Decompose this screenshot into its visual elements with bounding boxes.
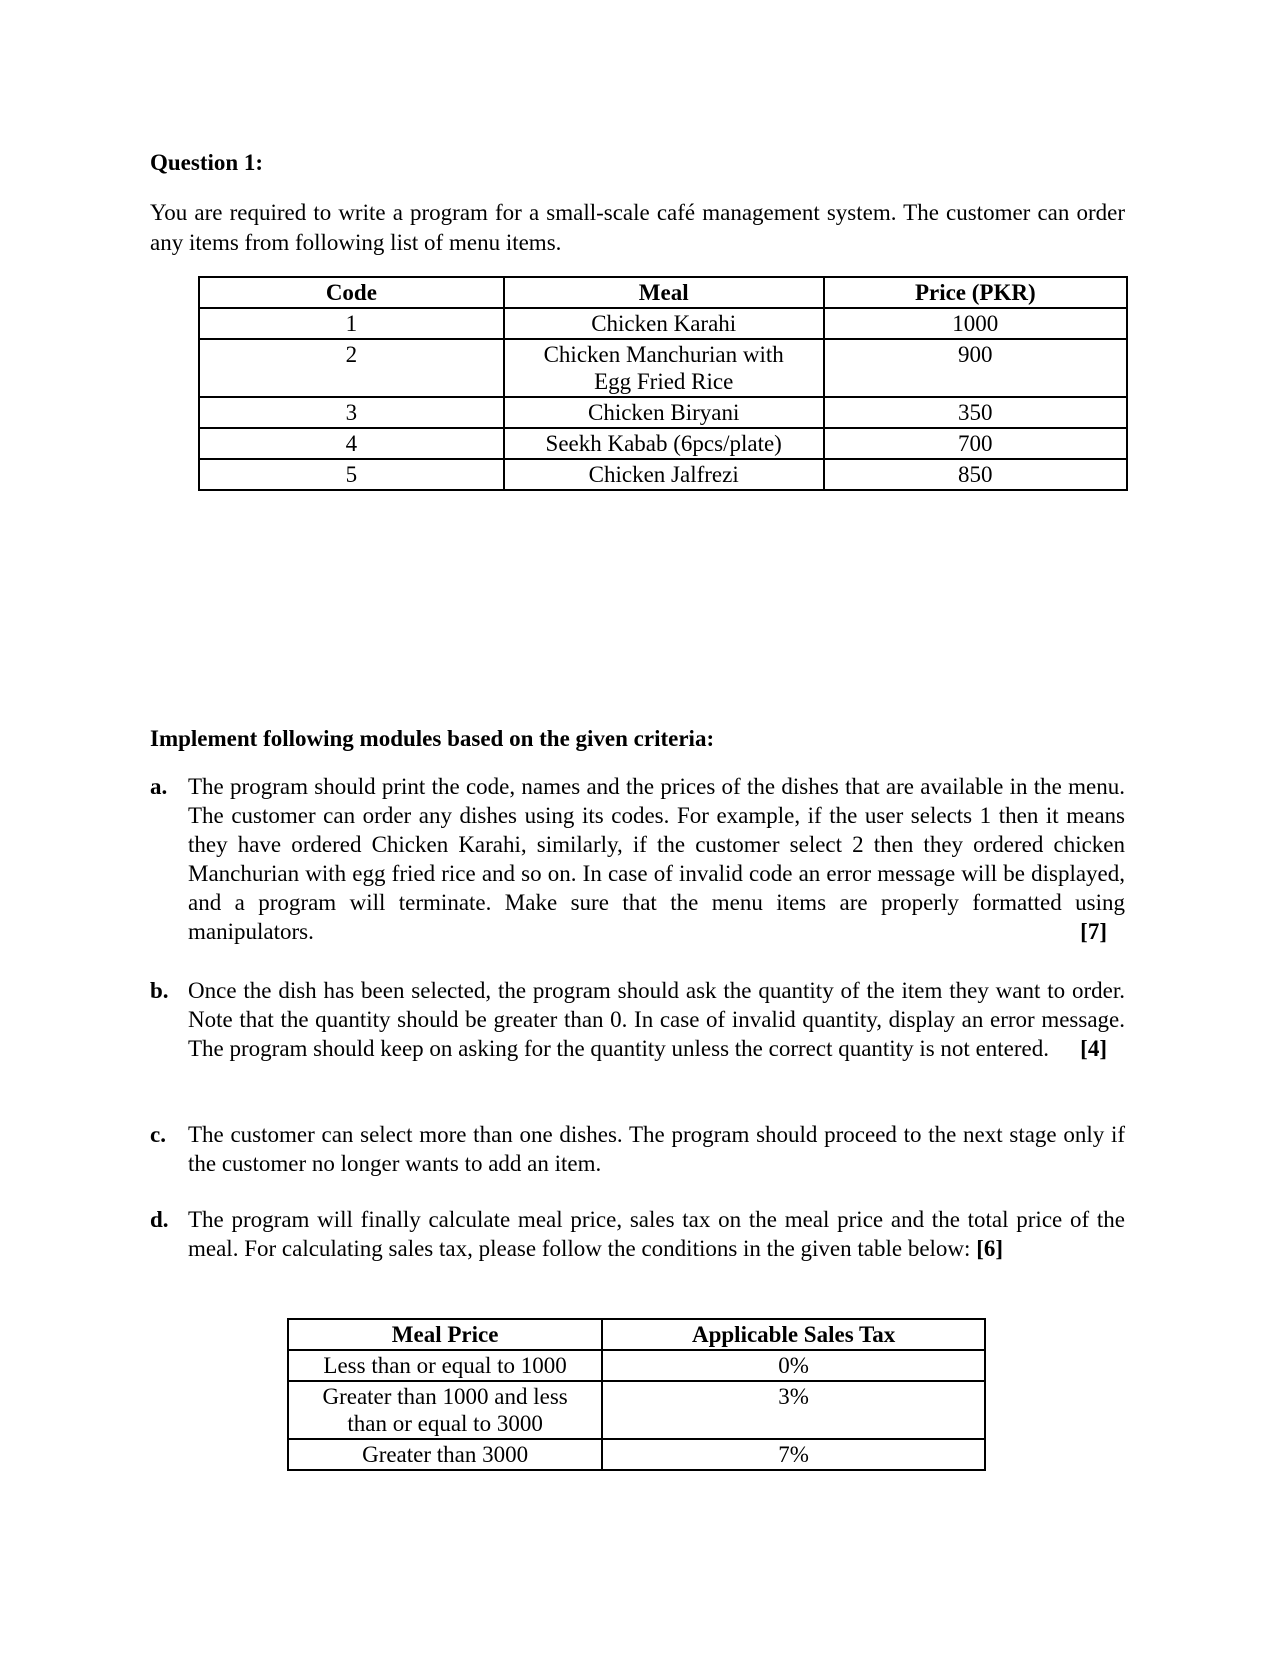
menu-meal: Seekh Kabab (6pcs/plate): [504, 428, 824, 459]
module-item-b: [150, 976, 1125, 1063]
table-row: [199, 428, 1127, 459]
tax-rate: 7%: [602, 1439, 985, 1470]
menu-meal: Chicken Karahi: [504, 308, 824, 339]
item-letter: d.: [150, 1207, 169, 1232]
item-text-content: The program should print the code, names and the prices of the dishes that are available in the menu. The customer can order any dishes using its codes. For example, if the user selects 1 then it means they have ordered Chicken Karahi, similarly, if the customer select 2 then they ordered chicken Manchurian with egg fried rice and so on. In case of invalid code an error message will be displayed, and a program will terminate. Make sure that the menu items are properly formatted using manipulators.: [188, 774, 1125, 944]
item-letter: b.: [150, 978, 169, 1003]
menu-meal: Chicken Manchurian with Egg Fried Rice: [504, 339, 824, 397]
tax-table-header: [288, 1319, 985, 1350]
tax-table: [287, 1318, 986, 1471]
menu-code: 4: [199, 428, 504, 459]
menu-price: 850: [824, 459, 1127, 490]
menu-table: [198, 276, 1128, 491]
module-item-a: [150, 772, 1125, 946]
menu-header-price: Price (PKR): [824, 277, 1127, 308]
menu-code: 1: [199, 308, 504, 339]
table-row: [288, 1350, 985, 1381]
item-letter: a.: [150, 774, 168, 799]
table-row: [199, 459, 1127, 490]
question-intro: You are required to write a program for a small-scale café management system. The customer can order any items from following list of menu items.: [150, 200, 1125, 255]
menu-price: 350: [824, 397, 1127, 428]
menu-code: 2: [199, 339, 504, 397]
menu-code: 3: [199, 397, 504, 428]
item-text-content: Once the dish has been selected, the program should ask the quantity of the item they want to order. Note that the quantity should be greater than 0. In case of invalid quantity, display an error message. The program should keep on asking for the quantity unless the correct quantity is not entered.: [188, 978, 1125, 1061]
tax-rate: 3%: [602, 1381, 985, 1439]
item-marks: [4]: [1080, 1036, 1107, 1061]
module-item-d: [150, 1205, 1125, 1263]
table-row: [199, 308, 1127, 339]
menu-header-code: Code: [199, 277, 504, 308]
menu-meal: Chicken Biryani: [504, 397, 824, 428]
table-row: [288, 1381, 985, 1439]
item-text: [188, 976, 1125, 1063]
table-row: [288, 1439, 985, 1470]
item-letter: c.: [150, 1122, 166, 1147]
tax-meal-price: Greater than 1000 and less than or equal to 3000: [288, 1381, 602, 1439]
menu-table-header: [199, 277, 1127, 308]
item-text: [188, 772, 1125, 946]
item-text: The customer can select more than one dishes. The program should proceed to the next stage only if the customer no longer wants to add an item.: [188, 1122, 1125, 1176]
question-title: Question 1:: [150, 150, 264, 175]
item-text-content: The program will finally calculate meal price, sales tax on the meal price and the total price of the meal. For calculating sales tax, please follow the conditions in the given table below:: [188, 1207, 1125, 1261]
module-item-c: [150, 1120, 1125, 1178]
menu-code: 5: [199, 459, 504, 490]
item-text: [188, 1205, 1125, 1263]
item-marks: [6]: [976, 1236, 1004, 1261]
modules-heading: Implement following modules based on the given criteria:: [150, 726, 715, 751]
item-marks: [7]: [1080, 919, 1107, 944]
menu-price: 700: [824, 428, 1127, 459]
tax-meal-price: Less than or equal to 1000: [288, 1350, 602, 1381]
tax-rate: 0%: [602, 1350, 985, 1381]
tax-header-sales-tax: Applicable Sales Tax: [602, 1319, 985, 1350]
table-row: [199, 339, 1127, 397]
menu-meal: Chicken Jalfrezi: [504, 459, 824, 490]
menu-header-meal: Meal: [504, 277, 824, 308]
table-row: [199, 397, 1127, 428]
menu-price: 1000: [824, 308, 1127, 339]
tax-header-meal-price: Meal Price: [288, 1319, 602, 1350]
menu-price: 900: [824, 339, 1127, 397]
tax-meal-price: Greater than 3000: [288, 1439, 602, 1470]
